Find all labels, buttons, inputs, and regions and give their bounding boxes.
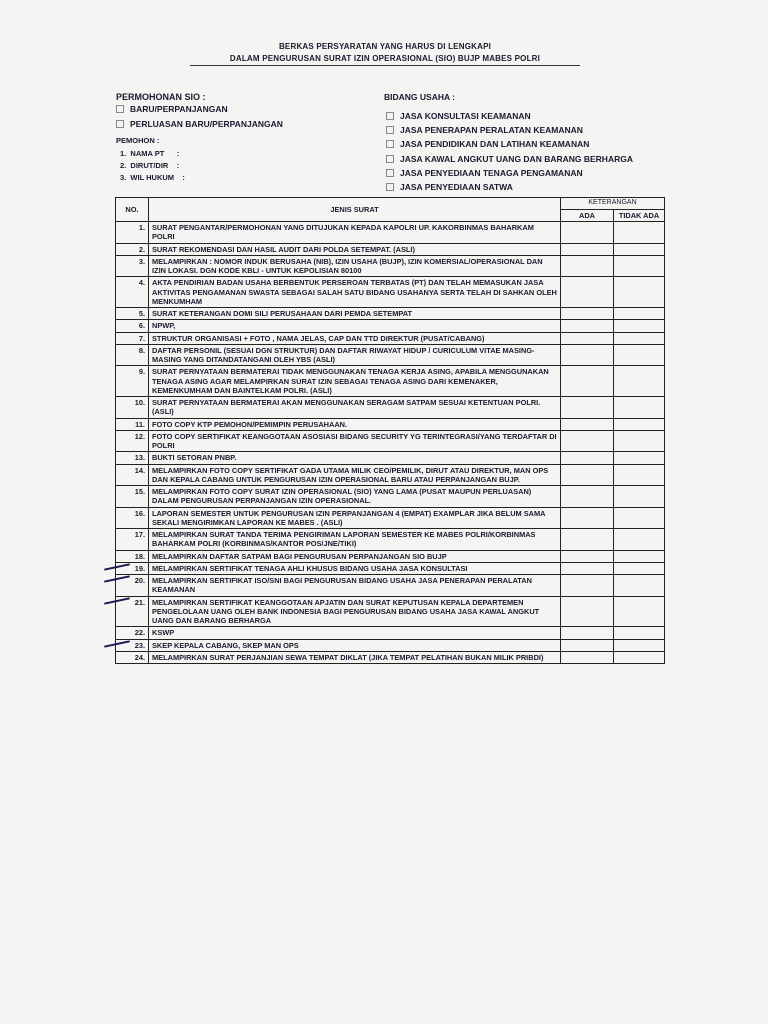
row-tidak-ada-cell[interactable] bbox=[614, 255, 665, 277]
permohonan-option-perluasan[interactable] bbox=[116, 119, 283, 129]
table-row bbox=[116, 596, 665, 627]
checkbox-icon bbox=[386, 155, 394, 163]
row-tidak-ada-cell[interactable] bbox=[614, 639, 665, 651]
table-row bbox=[116, 639, 665, 651]
pemohon-field-dirut: 2. DIRUT/DIR : bbox=[120, 161, 180, 170]
row-number: 13. bbox=[116, 452, 149, 464]
row-ada-cell[interactable] bbox=[561, 344, 614, 366]
checkbox-icon bbox=[116, 120, 124, 128]
row-document-name: MELAMPIRKAN SURAT PERJANJIAN SEWA TEMPAT DIKLAT (JIKA TEMPAT PELATIHAN BUKAN MILIK PRIBDI) bbox=[149, 651, 561, 663]
header-tidak-ada: TIDAK ADA bbox=[614, 209, 665, 221]
row-number-text: 20. bbox=[134, 576, 145, 585]
row-ada-cell[interactable] bbox=[561, 596, 614, 627]
row-tidak-ada-cell[interactable] bbox=[614, 507, 665, 529]
row-number-text: 23. bbox=[134, 640, 145, 650]
row-ada-cell[interactable] bbox=[561, 529, 614, 551]
row-tidak-ada-cell[interactable] bbox=[614, 332, 665, 344]
row-tidak-ada-cell[interactable] bbox=[614, 464, 665, 486]
row-ada-cell[interactable] bbox=[561, 452, 614, 464]
row-document-name: AKTA PENDIRIAN BADAN USAHA BERBENTUK PERSEROAN TERBATAS (PT) DAN TELAH MEMASUKAN JASA AKTIVITAS PENGAMANAN SWASTA SEBAGAI SALAH SATU BIDANG USAHANYA SERTA TELAH DI SAHKAN OLEH MENKUMHAM bbox=[149, 277, 561, 308]
row-number: 3. bbox=[116, 255, 149, 277]
pemohon-field-wil: 3. WIL HUKUM : bbox=[120, 173, 185, 182]
bidang-option-5[interactable] bbox=[386, 168, 583, 178]
row-tidak-ada-cell[interactable] bbox=[614, 418, 665, 430]
row-number: 18. bbox=[116, 550, 149, 562]
pemohon-label: PEMOHON : bbox=[116, 136, 160, 145]
row-number: 4. bbox=[116, 277, 149, 308]
row-ada-cell[interactable] bbox=[561, 639, 614, 651]
option-label: BARU/PERPANJANGAN bbox=[130, 104, 228, 114]
row-number bbox=[116, 575, 149, 597]
row-document-name: MELAMPIRKAN SERTIFIKAT TENAGA AHLI KHUSUS BIDANG USAHA JASA KONSULTASI bbox=[149, 562, 561, 574]
row-tidak-ada-cell[interactable] bbox=[614, 308, 665, 320]
row-tidak-ada-cell[interactable] bbox=[614, 222, 665, 244]
row-document-name: MELAMPIRKAN SURAT TANDA TERIMA PENGIRIMAN LAPORAN SEMESTER KE MABES POLRI/KORBINMAS BAHARKAM POLRI (KORBINMAS/KANTOR POS/JNE/TIKI) bbox=[149, 529, 561, 551]
row-document-name: BUKTI SETORAN PNBP. bbox=[149, 452, 561, 464]
checkbox-icon bbox=[386, 112, 394, 120]
bidang-option-6[interactable] bbox=[386, 182, 513, 192]
table-row bbox=[116, 308, 665, 320]
row-tidak-ada-cell[interactable] bbox=[614, 397, 665, 419]
table-row bbox=[116, 550, 665, 562]
row-document-name: SURAT PERNYATAAN BERMATERAI AKAN MENGGUNAKAN SERAGAM SATPAM SESUAI KETENTUAN POLRI. (ASLI) bbox=[149, 397, 561, 419]
row-number: 10. bbox=[116, 397, 149, 419]
row-ada-cell[interactable] bbox=[561, 277, 614, 308]
row-document-name: DAFTAR PERSONIL (SESUAI DGN STRUKTUR) DAN DAFTAR RIWAYAT HIDUP / CURICULUM VITAE MASING-MASING YANG DITANDATANGANI OLEH YBS (ASLI) bbox=[149, 344, 561, 366]
row-tidak-ada-cell[interactable] bbox=[614, 627, 665, 639]
row-tidak-ada-cell[interactable] bbox=[614, 243, 665, 255]
row-document-name: FOTO COPY SERTIFIKAT KEANGGOTAAN ASOSIASI BIDANG SECURITY YG TERINTEGRASI/YANG TERDAFTAR DI POLRI bbox=[149, 430, 561, 452]
row-number: 7. bbox=[116, 332, 149, 344]
option-label: JASA PENYEDIAAN SATWA bbox=[400, 182, 513, 192]
row-number: 24. bbox=[116, 651, 149, 663]
row-document-name: SURAT KETERANGAN DOMI SILI PERUSAHAAN DARI PEMDA SETEMPAT bbox=[149, 308, 561, 320]
row-document-name: LAPORAN SEMESTER UNTUK PENGURUSAN IZIN PERPANJANGAN 4 (EMPAT) EXAMPLAR JIKA BELUM SAMA SEKALI MENGIRIMKAN LAPORAN KE MABES . (ASLI) bbox=[149, 507, 561, 529]
table-row bbox=[116, 507, 665, 529]
bidang-option-4[interactable] bbox=[386, 154, 633, 164]
row-ada-cell[interactable] bbox=[561, 397, 614, 419]
row-ada-cell[interactable] bbox=[561, 243, 614, 255]
row-ada-cell[interactable] bbox=[561, 222, 614, 244]
table-row bbox=[116, 562, 665, 574]
row-ada-cell[interactable] bbox=[561, 255, 614, 277]
row-ada-cell[interactable] bbox=[561, 651, 614, 663]
table-row bbox=[116, 397, 665, 419]
row-number: 22. bbox=[116, 627, 149, 639]
row-tidak-ada-cell[interactable] bbox=[614, 366, 665, 397]
row-ada-cell[interactable] bbox=[561, 507, 614, 529]
row-ada-cell[interactable] bbox=[561, 562, 614, 574]
row-document-name: SURAT REKOMENDASI DAN HASIL AUDIT DARI POLDA SETEMPAT. (ASLI) bbox=[149, 243, 561, 255]
table-row bbox=[116, 255, 665, 277]
checkbox-icon bbox=[116, 105, 124, 113]
checkbox-icon bbox=[386, 183, 394, 191]
row-number-text: 19. bbox=[134, 563, 145, 573]
row-tidak-ada-cell[interactable] bbox=[614, 277, 665, 308]
row-number: 15. bbox=[116, 486, 149, 508]
table-row bbox=[116, 332, 665, 344]
pen-strike-mark bbox=[104, 575, 130, 582]
pen-strike-mark bbox=[104, 597, 130, 604]
row-tidak-ada-cell[interactable] bbox=[614, 320, 665, 332]
table-row bbox=[116, 529, 665, 551]
table-row bbox=[116, 627, 665, 639]
table-row bbox=[116, 222, 665, 244]
row-document-name: KSWP bbox=[149, 627, 561, 639]
permohonan-option-baru[interactable] bbox=[116, 104, 228, 114]
row-tidak-ada-cell[interactable] bbox=[614, 562, 665, 574]
row-ada-cell[interactable] bbox=[561, 430, 614, 452]
row-tidak-ada-cell[interactable] bbox=[614, 529, 665, 551]
table-row bbox=[116, 320, 665, 332]
row-number: 2. bbox=[116, 243, 149, 255]
table-row bbox=[116, 277, 665, 308]
row-ada-cell[interactable] bbox=[561, 550, 614, 562]
row-ada-cell[interactable] bbox=[561, 627, 614, 639]
row-ada-cell[interactable] bbox=[561, 366, 614, 397]
row-document-name: MELAMPIRKAN DAFTAR SATPAM BAGI PENGURUSAN PERPANJANGAN SIO BUJP bbox=[149, 550, 561, 562]
row-number: 1. bbox=[116, 222, 149, 244]
header-jenis-surat: JENIS SURAT bbox=[149, 198, 561, 222]
row-number: 16. bbox=[116, 507, 149, 529]
row-number: 14. bbox=[116, 464, 149, 486]
pen-strike-mark bbox=[104, 640, 130, 647]
row-tidak-ada-cell[interactable] bbox=[614, 575, 665, 597]
row-ada-cell[interactable] bbox=[561, 320, 614, 332]
row-document-name: MELAMPIRKAN SERTIFIKAT ISO/SNI BAGI PENGURUSAN BIDANG USAHA JASA PENERAPAN PERALATAN KEAMANAN bbox=[149, 575, 561, 597]
table-row bbox=[116, 464, 665, 486]
table-row bbox=[116, 575, 665, 597]
option-label: PERLUASAN BARU/PERPANJANGAN bbox=[130, 119, 283, 129]
bidang-option-1[interactable] bbox=[386, 111, 531, 121]
header-ada: ADA bbox=[561, 209, 614, 221]
option-label: JASA PENYEDIAAN TENAGA PENGAMANAN bbox=[400, 168, 583, 178]
row-tidak-ada-cell[interactable] bbox=[614, 596, 665, 627]
requirements-table bbox=[115, 197, 665, 664]
checkbox-icon bbox=[386, 126, 394, 134]
header-no: NO. bbox=[116, 198, 149, 222]
row-number bbox=[116, 562, 149, 574]
option-label: JASA KONSULTASI KEAMANAN bbox=[400, 111, 531, 121]
table-row bbox=[116, 344, 665, 366]
row-number: 12. bbox=[116, 430, 149, 452]
row-tidak-ada-cell[interactable] bbox=[614, 344, 665, 366]
bidang-option-2[interactable] bbox=[386, 125, 583, 135]
row-number: 6. bbox=[116, 320, 149, 332]
pemohon-field-nama: 1. NAMA PT : bbox=[120, 149, 180, 158]
row-tidak-ada-cell[interactable] bbox=[614, 550, 665, 562]
option-label: JASA KAWAL ANGKUT UANG DAN BARANG BERHARGA bbox=[400, 154, 633, 164]
row-document-name: MELAMPIRKAN FOTO COPY SERTIFIKAT GADA UTAMA MILIK CEO/PEMILIK, DIRUT ATAU DIREKTUR, MAN OPS DAN KEPALA CABANG UNTUK PENGURUSAN IZIN OPERASIONAL BARU ATAU PERPANJANGAN BUJP. bbox=[149, 464, 561, 486]
table-row bbox=[116, 651, 665, 663]
row-document-name: NPWP, bbox=[149, 320, 561, 332]
row-number: 8. bbox=[116, 344, 149, 366]
row-number: 17. bbox=[116, 529, 149, 551]
option-label: JASA PENERAPAN PERALATAN KEAMANAN bbox=[400, 125, 583, 135]
row-document-name: MELAMPIRKAN FOTO COPY SURAT IZIN OPERASIONAL (SIO) YANG LAMA (PUSAT MAUPUN PERLUASAN) DALAM PENGURUSAN PERPANJANGAN IZIN OPERASIONAL. bbox=[149, 486, 561, 508]
row-number bbox=[116, 596, 149, 627]
row-document-name: SURAT PENGANTAR/PERMOHONAN YANG DITUJUKAN KEPADA KAPOLRI UP. KAKORBINMAS BAHARKAM POLRI bbox=[149, 222, 561, 244]
header-keterangan: KETERANGAN bbox=[561, 198, 665, 210]
row-ada-cell[interactable] bbox=[561, 332, 614, 344]
row-ada-cell[interactable] bbox=[561, 308, 614, 320]
row-document-name: MELAMPIRKAN : NOMOR INDUK BERUSAHA (NIB), IZIN USAHA (BUJP), IZIN KOMERSIAL/OPERASIONAL DAN IZIN LOKASI. DGN KODE KBLI - UNTUK KEPOLISIAN 80100 bbox=[149, 255, 561, 277]
checkbox-icon bbox=[386, 169, 394, 177]
table-row bbox=[116, 366, 665, 397]
row-number bbox=[116, 639, 149, 651]
table-row bbox=[116, 452, 665, 464]
row-tidak-ada-cell[interactable] bbox=[614, 651, 665, 663]
doc-title-line1: BERKAS PERSYARATAN YANG HARUS DI LENGKAPI bbox=[278, 42, 492, 51]
row-number: 5. bbox=[116, 308, 149, 320]
row-ada-cell[interactable] bbox=[561, 486, 614, 508]
row-ada-cell[interactable] bbox=[561, 575, 614, 597]
permohonan-label: PERMOHONAN SIO : bbox=[116, 92, 206, 102]
row-tidak-ada-cell[interactable] bbox=[614, 452, 665, 464]
row-document-name: SKEP KEPALA CABANG, SKEP MAN OPS bbox=[149, 639, 561, 651]
table-row bbox=[116, 486, 665, 508]
row-document-name: STRUKTUR ORGANISASI + FOTO , NAMA JELAS, CAP DAN TTD DIREKTUR (PUSAT/CABANG) bbox=[149, 332, 561, 344]
row-document-name: FOTO COPY KTP PEMOHON/PEMIMPIN PERUSAHAAN. bbox=[149, 418, 561, 430]
row-number-text: 21. bbox=[134, 597, 145, 607]
bidang-label: BIDANG USAHA : bbox=[384, 92, 455, 102]
row-document-name: SURAT PERNYATAAN BERMATERAI TIDAK MENGGUNAKAN TENAGA KERJA ASING, APABILA MENGGUNAKAN TENAGA ASING AGAR MELAMPIRKAN SURAT IZIN SEBAGAI TENAGA ASING DARI KEMENAKER, KEMENKUMHAM DAN BAINTELKAM POLRI. (ASLI) bbox=[149, 366, 561, 397]
bidang-option-3[interactable] bbox=[386, 139, 589, 149]
option-label: JASA PENDIDIKAN DAN LATIHAN KEAMANAN bbox=[400, 139, 590, 149]
row-document-name: MELAMPIRKAN SERTIFIKAT KEANGGOTAAN APJATIN DAN SURAT KEPUTUSAN KEPALA DEPARTEMEN PENGELOLAAN UANG OLEH BANK INDONESIA BAGI PENGURUSAN BIDANG USAHA JASA KAWAL ANGKUT UANG DAN BARANG BERHARGA bbox=[149, 596, 561, 627]
row-ada-cell[interactable] bbox=[561, 464, 614, 486]
row-tidak-ada-cell[interactable] bbox=[614, 486, 665, 508]
row-ada-cell[interactable] bbox=[561, 418, 614, 430]
row-number: 9. bbox=[116, 366, 149, 397]
doc-title-line2: DALAM PENGURUSAN SURAT IZIN OPERASIONAL (SIO) BUJP MABES POLRI bbox=[190, 54, 580, 66]
row-number: 11. bbox=[116, 418, 149, 430]
checkbox-icon bbox=[386, 140, 394, 148]
table-row bbox=[116, 243, 665, 255]
table-row bbox=[116, 430, 665, 452]
row-tidak-ada-cell[interactable] bbox=[614, 430, 665, 452]
pen-strike-mark bbox=[104, 563, 130, 570]
table-row bbox=[116, 418, 665, 430]
